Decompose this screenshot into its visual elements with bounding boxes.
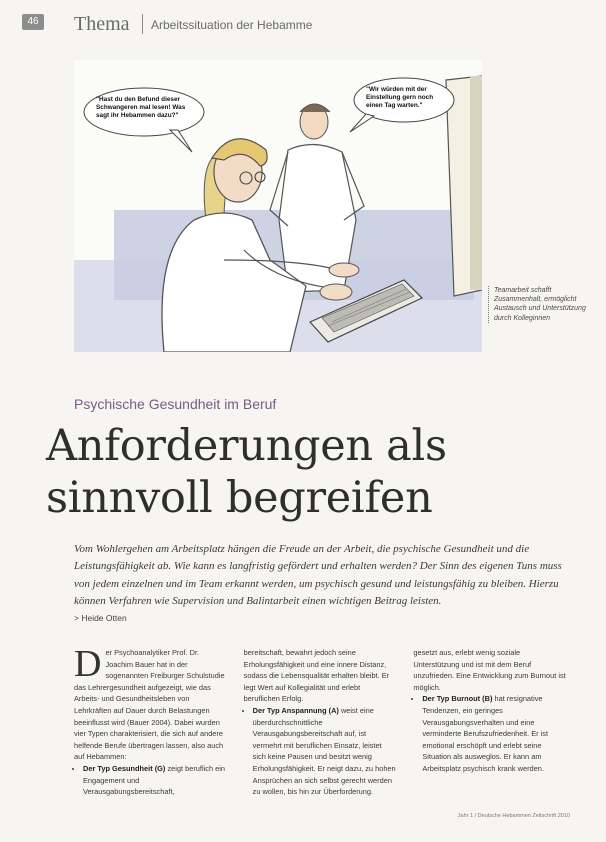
- rubric-subtitle: Arbeitssituation der Hebamme: [151, 18, 313, 32]
- illustration-caption: Teamarbeit schafft Zusammenhalt, ermöglicht Austausch und Unterstützung durch Kolleginnen: [488, 286, 590, 323]
- drop-cap: D: [74, 643, 102, 685]
- speech-bubble-left-text: "Hast du den Befund dieser Schwangeren mal lesen! Was sagt ihr Hebammen dazu?": [96, 96, 186, 119]
- list-item-text: zeigt beruflich ein Engagement und Verausgabungsbereitschaft,: [83, 763, 225, 797]
- page-footer: Jahr 1 / Deutsche Hebammen Zeitschrift 2010: [457, 813, 570, 819]
- body-paragraph: bereitschaft, bewahrt jedoch seine Erholungsfähigkeit und eine innere Distanz, sodass die Lebensqualität erhalten bleibt. Er legt Wert auf Kollegialität und erlebt beruflichen Erfolg.: [243, 648, 390, 704]
- list-item-label: Der Typ Gesundheit (G): [83, 763, 166, 773]
- speech-bubble-right-text: "Wir würden mit der Einstellung gern noch einen Tag warten.": [366, 86, 434, 109]
- rubric-title: Thema: [74, 13, 130, 35]
- rubric-divider: [142, 14, 143, 34]
- article-body: [74, 643, 566, 817]
- list-item: [422, 693, 566, 774]
- article-illustration: [74, 60, 482, 352]
- article-lead: Vom Wohlergehen am Arbeitsplatz hängen die Freude an der Arbeit, die psychische Gesundheit und die Leistungsfähigkeit ab. Wie kann es langfristig gefördert und erhalten werden? Der Sinn des eigenen Tuns muss von jedem einzelnen und im Team erkannt werden, um psychisch gesund und leistungsfähig zu bleiben. Hierzu können Verfahren wie Supervision und Balintarbeit einen wichtigen Beitrag leisten.: [74, 543, 562, 608]
- body-column-2: [244, 647, 397, 817]
- list-item-text: hat resignative Tendenzen, ein geringes Verausgabungsverhalten und eine verminderte Berufszufriedenheit. Er ist emotional erschöpft und erlebt seine Situation als ausweglos. Er kann am Arbeitsplatz psychisch krank werden.: [422, 694, 549, 773]
- list-item-text: weist eine überdurchschnittliche Verausgabungsbereitschaft auf, ist vermehrt mit beruflichen Einsatz, leistet sich keine Pausen und besitzt wenig Erholungsfähigkeit. Er neigt dazu, zu hohen Ansprüchen an sich selbst gerecht werden zu wollen, bis hin zur Überforderung.: [252, 705, 396, 797]
- list-item-label: Der Typ Anspannung (A): [252, 705, 339, 715]
- page-number: 46: [22, 14, 44, 30]
- list-item: [83, 763, 227, 798]
- body-column-1: [74, 643, 227, 817]
- body-paragraph: gesetzt aus, erlebt wenig soziale Unterstützung und ist mit dem Beruf unzufrieden. Eine Entwicklung zum Burnout ist möglich.: [413, 648, 566, 692]
- body-paragraph: er Psychoanalytiker Prof. Dr. Joachim Bauer hat in der sogenannten Freiburger Schulstudie das Lehrergesundheit aufgezeigt, wie das Arbeits- und Gesundheitsleben von Lehrkräften auf Dauer durch Belastungen beeinflusst wird (Bauer 2004). Dabei wurden vier Typen charakterisiert, die sich auf andere helfende Berufe übertragen lassen, also auch auf Hebammen:: [74, 648, 225, 762]
- list-item: [253, 705, 397, 798]
- body-column-3: [413, 647, 566, 817]
- list-item-label: Der Typ Burnout (B): [422, 694, 493, 704]
- article-kicker: Psychische Gesundheit im Beruf: [74, 396, 277, 412]
- article-author: > Heide Otten: [74, 613, 127, 623]
- article-headline: Anforderungen als sinnvoll begreifen: [46, 421, 447, 523]
